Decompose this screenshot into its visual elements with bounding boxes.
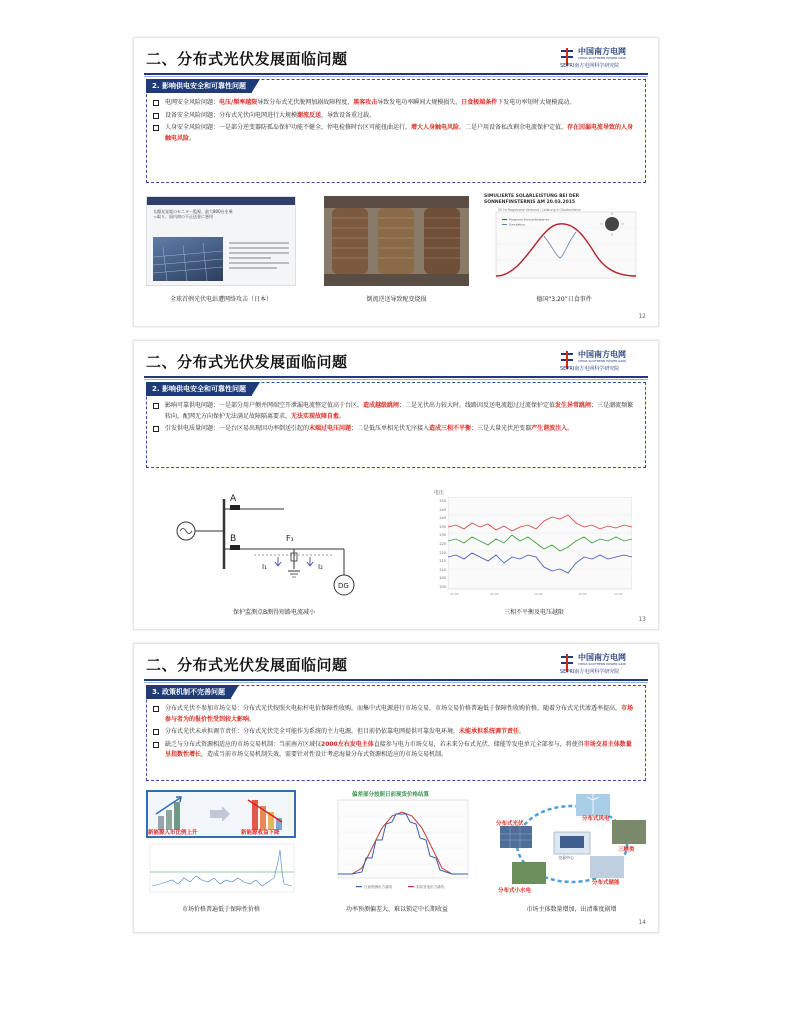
bullet-text (165, 402, 633, 420)
label-three-gorges: 三峡类 (618, 847, 635, 853)
logo-text-cn: 中国南方电网 (578, 653, 626, 662)
forecast-legend-predicted: 日前预测出力曲线 (364, 885, 392, 889)
body-text: 。 (519, 728, 526, 735)
label-dg: DG (338, 582, 349, 590)
body-text: ，造成当前市场交易机制失效，需要针对性设计考虑海量分布式资源相适应的市场交易机制。 (201, 751, 448, 758)
company-logo (560, 348, 646, 374)
body-text: 设备安全风险问题：分布式光伏向电网进行大规模 (165, 111, 298, 119)
bullet-square-icon (153, 403, 159, 409)
svg-text:00:00: 00:00 (450, 592, 459, 596)
bullet-square-icon (153, 729, 159, 735)
forecast-deviation-chart (322, 788, 472, 898)
solar-panel-icon (153, 237, 223, 281)
arrow-right-icon (210, 806, 230, 822)
body-text: 影响可靠供电问题：一是部分用户侧并网端空开泄漏电流整定值高于台区， (165, 402, 364, 409)
title-divider (144, 73, 648, 75)
label-distributed-wind: 分布式风电 (582, 816, 610, 822)
bullet-text (165, 728, 525, 735)
label-b: B (230, 534, 237, 544)
label-distributed-storage: 分布式储能 (592, 880, 620, 886)
body-text: 。 (249, 715, 256, 723)
bullet-list (153, 704, 637, 763)
body-text: 。 (189, 134, 196, 142)
bullet-text (165, 705, 633, 723)
bullet-text (165, 124, 633, 142)
svg-text:06:00: 06:00 (490, 592, 499, 596)
logo-text-sub: SEPRI南方电网科学研究院 (560, 366, 620, 372)
body-text: 电网安全风险问题： (165, 99, 220, 106)
bullet-item (153, 98, 637, 109)
title-divider (144, 679, 648, 681)
title-divider-thin (144, 76, 648, 77)
bullet-item (153, 740, 637, 761)
news-screenshot-image (146, 196, 296, 286)
bullet-text (165, 741, 632, 759)
highlight-text: 末端过电压问题 (309, 425, 352, 432)
highlight-text: 未能承担系统调节责任 (459, 728, 520, 735)
title-divider (144, 376, 648, 378)
news-body-lines (229, 239, 289, 272)
highlight-text: 造成三相不平衡 (429, 425, 472, 432)
body-text: 人身安全风险问题：一是部分逆变器防孤岛保护功能不健全，停电检修时台区可能扭曲运行， (165, 124, 412, 131)
body-text: 下发电功率短时大规模波动。 (497, 99, 576, 106)
body-text: ；二是低压单相光伏无序接入 (351, 425, 430, 432)
highlight-text: 造成越级跳闸 (363, 402, 400, 409)
label-small-hydro: 分布式小水电 (498, 888, 532, 894)
highlight-text: 黑客攻击 (353, 99, 378, 106)
bullet-square-icon (153, 706, 159, 712)
logo-text-cn: 中国南方电网 (578, 350, 626, 359)
logo-text-sub: SEPRI南方电网科学研究院 (560, 669, 620, 675)
bullet-square-icon (153, 100, 159, 106)
label-entry-ratio-up: 新能源入市比例上升 (148, 830, 198, 836)
market-price-plot (146, 842, 296, 896)
page-number: 13 (638, 616, 646, 623)
bullet-item (153, 401, 637, 422)
bullet-text (165, 112, 375, 119)
highlight-text: 产生谐波注入 (531, 425, 568, 432)
caption-cyberattack: 全球首例光伏电站遭网络攻击（日本） (169, 296, 272, 303)
label-i2: I₂ (318, 563, 323, 571)
title-divider-thin (144, 682, 648, 683)
label-f1: F₁ (286, 534, 294, 543)
energy-storage-photo (590, 856, 624, 878)
bullet-item (153, 123, 637, 144)
voltage-lines-plot (448, 497, 632, 597)
title-divider-thin (144, 379, 648, 380)
bullet-square-icon (153, 426, 159, 432)
bullet-text (165, 99, 575, 106)
market-participants-diagram (494, 790, 649, 898)
forecast-legend-actual: 实际发电出力曲线 (416, 885, 444, 889)
slide-title: 二、分布式光伏发展面临问题 (146, 50, 348, 68)
content-box (146, 382, 646, 468)
three-phase-voltage-chart (434, 489, 634, 601)
eclipse-curve-plot (484, 206, 644, 288)
bullet-text (165, 425, 573, 432)
voltage-chart-ylabel: 电压 (434, 490, 445, 496)
caption-market-price: 市场价格普遍低于保障性价格 (181, 906, 260, 913)
body-text: ，导致设备重过载。 (321, 111, 376, 119)
bullet-item (153, 424, 637, 435)
svg-text:24:00: 24:00 (614, 592, 623, 596)
body-text: ；三是大量光伏逆变器 (471, 425, 532, 432)
bullet-square-icon (153, 742, 159, 748)
label-revenue-down: 新能源收益下降 (241, 830, 280, 836)
company-logo (560, 45, 646, 71)
body-text: 导致发电功率瞬间大规模损失、 (377, 99, 462, 106)
body-text: 。 (339, 412, 346, 420)
caption-eclipse: 德国“3.20”日食事件 (536, 296, 592, 303)
highlight-text: 存在因漏电流导致的人身触电风险 (165, 124, 634, 142)
forecast-chart-title: 偏差部分按照日前现货价格结算 (352, 792, 430, 798)
bullet-item (153, 111, 637, 122)
body-text: 引发供电质量问题：一是台区易出现因功率倒送引起的 (165, 425, 310, 432)
breaker-a-icon (230, 505, 240, 510)
bullet-item (153, 727, 637, 738)
label-distributed-pv: 分布式光伏 (496, 821, 524, 827)
body-text: 分布式光伏不参加市场交易：分布式光伏按照火电标杆电价保障性收购，而集中式电源进行市场交易，市场交易价格普遍低于保障性收购价格，随着分布式光伏渗透率提高， (165, 705, 622, 712)
small-hydro-photo (512, 862, 546, 884)
participants-network (494, 790, 649, 898)
logo-text-sub: SEPRI南方电网科学研究院 (560, 63, 620, 69)
eclipse-legend-prognose: Prognose Sonnenfinsternis (509, 217, 549, 222)
highlight-text: 潮流反送 (297, 111, 322, 119)
logo-text-cn: 中国南方电网 (578, 47, 626, 56)
page-number: 14 (638, 919, 646, 926)
market-price-figure (146, 790, 296, 898)
svg-text:12:00: 12:00 (534, 592, 543, 596)
eclipse-chart-title: SIMULIERTE SOLARLEISTUNG BEI DER SONNENFINSTERNIS AM 20.03.2015 (484, 194, 580, 205)
page-number: 12 (638, 313, 646, 320)
highlight-text: 发生异常跳闸 (555, 402, 592, 409)
body-text: 。二是户用设备私改剩余电流保护定值， (459, 124, 568, 131)
caption-forecast: 功率预测偏差大，难以锁定中长期收益 (345, 906, 448, 913)
highlight-text: 日食极端条件 (461, 99, 498, 106)
bullet-square-icon (153, 125, 159, 131)
svg-text:18:00: 18:00 (578, 592, 587, 596)
solar-farm-photo (153, 237, 223, 281)
logo-text-en: CHINA SOUTHERN POWER GRID (578, 662, 626, 666)
label-trading-center: 交易中心 (558, 855, 574, 860)
solar-roof-photo (500, 826, 532, 848)
highlight-text: 2000左右发电主体 (321, 740, 374, 748)
content-box (146, 79, 646, 183)
bullet-item (153, 704, 637, 725)
bullet-list (153, 401, 637, 437)
bullet-square-icon (153, 113, 159, 119)
bullet-list (153, 98, 637, 146)
highlight-text: 市场交易主体数量呈指数性增长 (165, 740, 632, 758)
body-text: ；二是光伏出力较大时，线路因反送电流超过过流保护定值 (399, 402, 556, 409)
body-text: 导致分布式光伏脱网加剧故障程度， (257, 99, 354, 106)
slide-title: 二、分布式光伏发展面临问题 (146, 656, 348, 674)
highlight-text: 无法实现故障自愈 (291, 412, 340, 420)
logo-text-en: CHINA SOUTHERN POWER GRID (578, 56, 626, 60)
body-text: 。 (567, 425, 574, 432)
body-text: ；三是潮流频繁转向，配网无方向保护无法满足故障隔离要求， (165, 402, 634, 420)
caption-voltage: 三相不平衡及电压越限 (503, 609, 564, 616)
caption-short-circuit: 保护监测点B测得短路电流减小 (232, 609, 316, 616)
highlight-text: 市场参与者为的报价性受到较大影响 (165, 705, 634, 723)
content-box (146, 685, 646, 781)
eclipse-legend-simulation: Simulation (509, 222, 525, 227)
forecast-plot (322, 798, 472, 898)
section-tab: 2. 影响供电安全和可靠性问题 (146, 79, 252, 93)
breaker-b-icon (230, 545, 240, 550)
highlight-text: 电压/频率越限 (219, 99, 258, 106)
slide-13 (133, 340, 659, 630)
three-gorges-photo (612, 820, 646, 844)
body-text: 缺乏与分布式资源相适应的市场交易机制：当前南方区域仅 (165, 740, 322, 748)
burnt-transformer-photo (324, 196, 469, 286)
caption-transformer: 倒流逆送导致配变烧损 (366, 296, 427, 303)
slide-title: 二、分布式光伏发展面临问题 (146, 353, 348, 371)
highlight-text: 增大人身触电风险 (411, 124, 460, 131)
company-logo (560, 651, 646, 677)
slide-14 (133, 643, 659, 933)
eclipse-chart-subtitle: 50 Hz Regelzone Verbund / Leistung in Deutschland (498, 208, 581, 212)
body-text: 分布式光伏未承担调节责任：分布式光伏完全可能作为系统的主力电源，但目前仍依靠电网提供可靠发电环境， (165, 728, 460, 735)
logo-text-en: CHINA SOUTHERN POWER GRID (578, 359, 626, 363)
voltage-y-ticks: 250 245 240 235 230 225 220 215 210 205 200 (439, 499, 446, 589)
label-a: A (230, 494, 237, 504)
fault-circuit-diagram (174, 489, 374, 601)
news-headline: 太陽光発電のモニター監視、最大800台を乗っ取り、国内初の不正送金に悪用 (153, 209, 233, 219)
body-text: 直接参与电力市场交易，若未来分布式光伏、储能等发电单元全部参与，将使得 (373, 740, 584, 748)
eclipse-chart (484, 194, 644, 288)
caption-participants: 市场主体数量增加，出清难度剧增 (526, 906, 617, 913)
news-site-header (147, 197, 295, 205)
slide-12 (133, 37, 659, 327)
section-tab: 3. 政策机制不完善问题 (146, 685, 231, 699)
label-i1: I₁ (262, 563, 267, 571)
section-tab: 2. 影响供电安全和可靠性问题 (146, 382, 252, 396)
transformer-coils-icon (324, 196, 469, 286)
